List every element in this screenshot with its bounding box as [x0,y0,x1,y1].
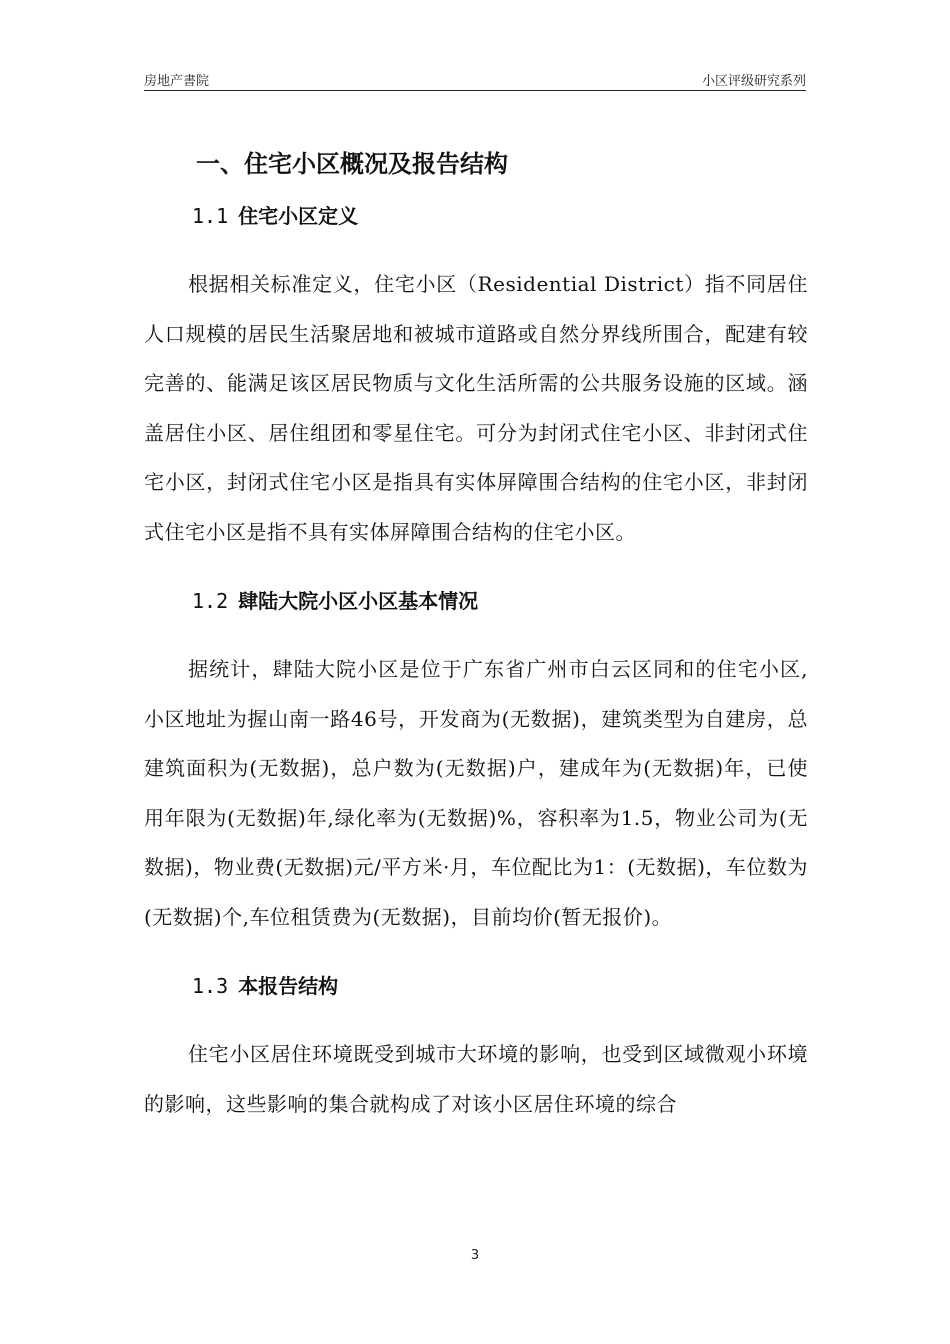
section-paragraph-1-3: 住宅小区居住环境既受到城市大环境的影响，也受到区域微观小环境的影响，这些影响的集合就构成了对该小区居住环境的综合 [144,1042,808,1116]
section-number: 1.1 [192,204,229,228]
section-heading-1-2 [192,581,808,621]
header-series: 小区评级研究系列 [701,74,806,89]
section-heading-1-3 [192,966,808,1006]
section-paragraph-1-2: 据统计，肆陆大院小区是位于广东省广州市白云区同和的住宅小区,小区地址为握山南一路46号，开发商为(无数据)，建筑类型为自建房，总建筑面积为(无数据)，总户数为(无数据)户，建成年为(无数据)年，已使用年限为(无数据)年,绿化率为(无数据)%，容积率为1.5，物业公司为(无数据)，物业费(无数据)元/平方米·月，车位配比为1：(无数据)，车位数为(无数据)个,车位租赁费为(无数据)，目前均价(暂无报价)。 [144,657,808,929]
document-body [144,140,808,1129]
section-number: 1.2 [192,589,229,613]
page-number: 3 [470,1248,480,1263]
section-heading-1-1 [192,196,808,236]
header-publisher: 房地产書院 [144,74,210,89]
section-title: 肆陆大院小区小区基本情况 [238,589,479,613]
page-header [144,66,806,91]
section-title: 住宅小区定义 [238,204,359,228]
section-paragraph-1-1: 根据相关标准定义，住宅小区（Residential District）指不同居住人口规模的居民生活聚居地和被城市道路或自然分界线所围合，配建有较完善的、能满足该区居民物质与文化生活所需的公共服务设施的区域。涵盖居住小区、居住组团和零星住宅。可分为封闭式住宅小区、非封闭式住宅小区，封闭式住宅小区是指具有实体屏障围合结构的住宅小区，非封闭式住宅小区是指不具有实体屏障围合结构的住宅小区。 [144,272,808,544]
chapter-title: 一、住宅小区概况及报告结构 [196,150,508,178]
section-title: 本报告结构 [238,974,339,998]
section-number: 1.3 [192,974,229,998]
